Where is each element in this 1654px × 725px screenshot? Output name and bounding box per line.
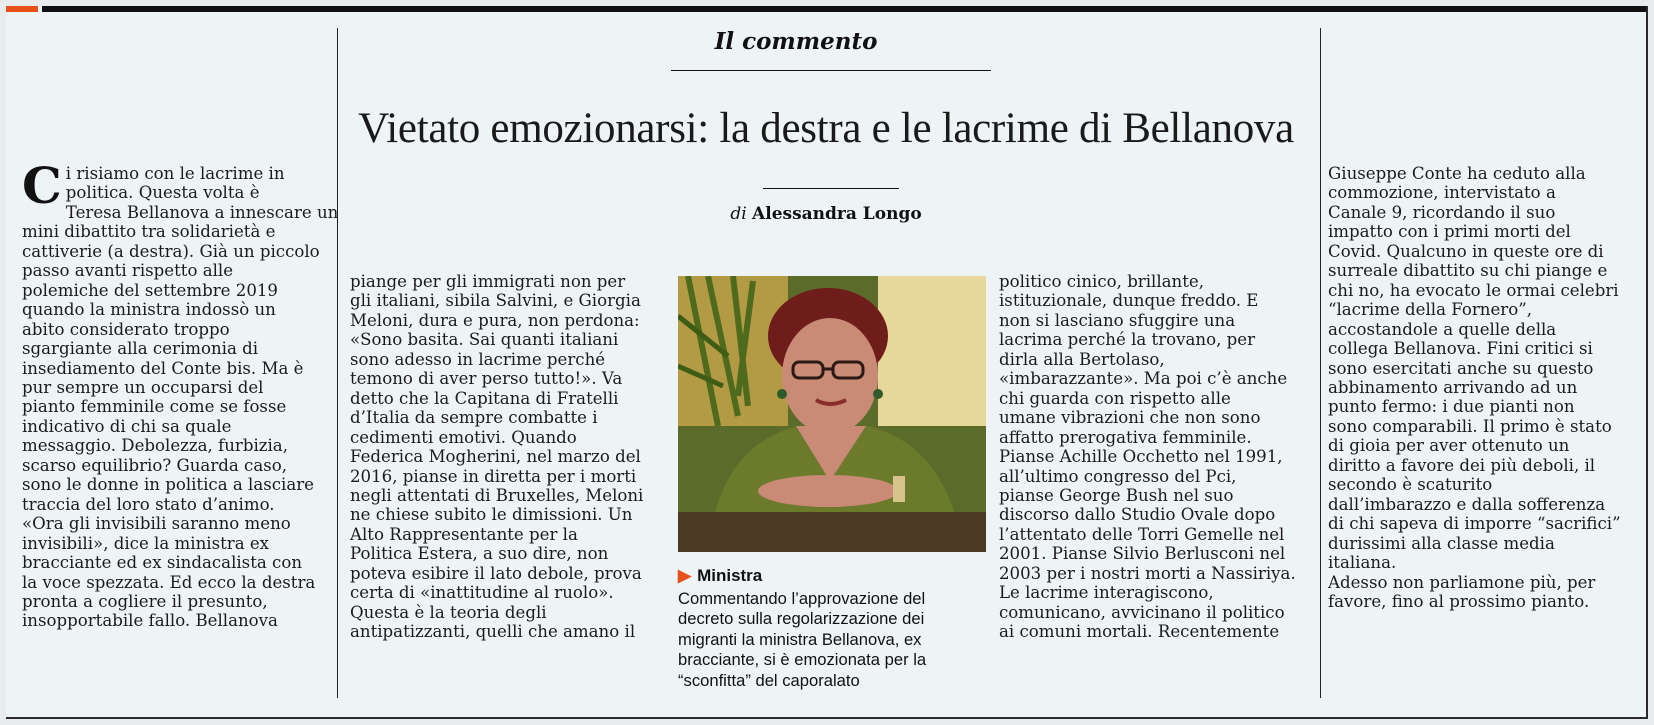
text-line: Adesso non parliamone più, per (1328, 572, 1596, 592)
text-line: cattiverie (a destra). Già un piccolo (22, 241, 320, 261)
text-line: italiana. (1328, 553, 1397, 573)
column-divider-right (1320, 28, 1321, 698)
text-line: pur sempre un occuparsi del (22, 377, 264, 397)
text-line: traccia del loro stato d’animo. (22, 494, 275, 514)
text-line: collega Bellanova. Fini critici si (1328, 339, 1593, 359)
text-line: durissimi alla classe media (1328, 533, 1555, 553)
body-column-3 (999, 272, 1309, 642)
text-line: favore, fino al prossimo pianto. (1328, 591, 1590, 611)
text-line: polemiche del settembre 2019 (22, 280, 278, 300)
text-line: mini dibattito tra solidarietà e (22, 222, 276, 242)
text-line: impatto con i primi morti del (1328, 222, 1571, 242)
text-line: all’ultimo congresso del Pci, (999, 466, 1237, 486)
text-line: abbinamento arrivando ad un (1328, 377, 1578, 397)
text-line: sono esercitati anche su questo (1328, 358, 1594, 378)
text-line: pianse George Bush nel suo (999, 485, 1234, 505)
section-accent-bar (6, 6, 38, 12)
text-line: cedimenti emotivi. Quando (350, 427, 577, 447)
text-line: invisibili», dice la ministra ex (22, 533, 270, 553)
text-line: sono adesso in lacrime perché (350, 349, 606, 369)
text-line: scarso equilibrio? Guarda caso, (22, 455, 288, 475)
portrait-illustration (678, 276, 986, 552)
text-line: sono comparabili. Il primo è stato (1328, 416, 1612, 436)
minister-photo (678, 276, 986, 552)
text-line: “lacrime della Fornero”, (1328, 300, 1532, 320)
text-line: Pianse Achille Occhetto nel 1991, (999, 447, 1283, 467)
text-line: affatto prerogativa femminile. (999, 427, 1252, 447)
text-line: secondo è scaturito (1328, 475, 1493, 495)
text-line: pianto femminile come se fosse (22, 397, 287, 417)
text-line: umane vibrazioni che non sono (999, 408, 1261, 428)
photo-caption (678, 589, 988, 691)
text-line: chi guarda con rispetto alle (999, 388, 1231, 408)
caption-title-text: Ministra (697, 566, 763, 585)
text-line: la voce spezzata. Ed ecco la destra (22, 572, 316, 592)
text-line: Meloni, dura e pura, non perdona: (350, 310, 640, 330)
text-line: ne chiese subito le dimissioni. Un (350, 505, 633, 525)
text-line: passo avanti rispetto alle (22, 261, 234, 281)
caption-line: bracciante, si è emozionata per la (678, 650, 927, 670)
caption-line: “sconfitta” del caporalato (678, 670, 860, 690)
drop-cap: C (22, 156, 62, 215)
text-line: Canale 9, ricordando il suo (1328, 202, 1556, 222)
text-line: istituzionale, dunque freddo. E (999, 291, 1259, 311)
text-line: dall’imbarazzo e dalla sofferenza (1328, 494, 1606, 514)
text-line: pronta a cogliere il presunto, (22, 591, 268, 611)
text-line: 2003 per i nostri morti a Nassiriya. (999, 563, 1296, 583)
text-line: politico cinico, brillante, (999, 272, 1205, 291)
text-line: «Ora gli invisibili saranno meno (22, 514, 291, 534)
text-line: Giuseppe Conte ha ceduto alla (1328, 164, 1586, 183)
text-line: Questa è la teoria degli (350, 602, 547, 622)
text-line: d’Italia da sempre combatte i (350, 408, 598, 428)
text-line: messaggio. Debolezza, furbizia, (22, 436, 288, 456)
caption-line: decreto sulla regolarizzazione dei (678, 609, 925, 629)
text-line: diritto a favore dei più deboli, il (1328, 455, 1596, 475)
text-line: accostandole a quelle della (1328, 319, 1557, 339)
text-line: chi no, ha evocato le ormai celebri (1328, 280, 1619, 300)
text-line: Politica Estera, a suo dire, non (350, 544, 609, 564)
body-column-4 (1328, 164, 1643, 611)
text-line: «Sono basita. Sai quanti italiani (350, 330, 619, 350)
text-line: Covid. Qualcuno in queste ore di (1328, 241, 1604, 261)
body-column-2 (350, 272, 665, 642)
text-line: punto fermo: i due pianti non (1328, 397, 1575, 417)
body-column-1 (22, 156, 339, 631)
caption-line: migranti la ministra Bellanova, ex (678, 629, 922, 649)
text-line: Teresa Bellanova a innescare un (65, 202, 339, 222)
text-line: antipatizzanti, quelli che amano il (350, 622, 636, 642)
article-page (6, 6, 1648, 719)
text-line: i risiamo con le lacrime in (65, 164, 285, 183)
text-line: gli italiani, sibila Salvini, e Giorgia (350, 291, 641, 311)
photo-caption-title (678, 566, 762, 586)
text-line: abito considerato troppo (22, 319, 230, 339)
text-line: comunicano, avvicinano il politico (999, 602, 1285, 622)
text-line: l’attentato delle Torri Gemelle nel (999, 524, 1285, 544)
caption-line: Commentando l’approvazione del (678, 589, 926, 608)
byline-rule (763, 188, 899, 189)
text-line: «imbarazzante». Ma poi c’è anche (999, 369, 1288, 389)
section-kicker: Il commento (714, 28, 878, 55)
text-line: politica. Questa volta è (65, 183, 260, 203)
byline-author: Alessandra Longo (752, 204, 922, 224)
text-line: indicativo di chi sa quale (22, 416, 232, 436)
text-line: certa di «inattitudine al ruolo». (350, 583, 614, 603)
text-line: temono di aver perso tutto!». Va (350, 369, 623, 389)
text-line: detto che la Capitana di Fratelli (350, 388, 619, 408)
text-line: 2016, pianse in diretta per i morti (350, 466, 637, 486)
text-line: di gioia per aver ottenuto un (1328, 436, 1570, 456)
text-line: piange per gli immigrati non per (350, 272, 626, 291)
text-line: di chi sapeva di imporre “sacrifici” (1328, 514, 1621, 534)
top-rule (42, 6, 1646, 12)
text-line: surreale dibattito su chi piange e (1328, 261, 1608, 281)
text-line: poteva esibire il lato debole, prova (350, 563, 642, 583)
text-line: ai comuni mortali. Recentemente (999, 622, 1280, 642)
text-line: discorso dallo Studio Ovale dopo (999, 505, 1276, 525)
text-line: 2001. Pianse Silvio Berlusconi nel (999, 544, 1286, 564)
text-line: Alto Rappresentante per la (350, 524, 578, 544)
text-line: dirla alla Bertolaso, (999, 349, 1165, 369)
text-line: sono le donne in politica a lasciare (22, 475, 315, 495)
byline-prefix: di (730, 204, 747, 224)
caption-arrow-icon: ▶ (678, 566, 692, 585)
text-line: quando la ministra indossò un (22, 300, 276, 320)
text-line: sgargiante alla cerimonia di (22, 339, 259, 359)
text-line: Le lacrime interagiscono, (999, 583, 1214, 603)
text-line: commozione, intervistato a (1328, 183, 1556, 203)
kicker-rule (671, 70, 991, 71)
text-line: insediamento del Conte bis. Ma è (22, 358, 304, 378)
text-line: bracciante ed ex sindacalista con (22, 553, 303, 573)
text-line: insopportabile fallo. Bellanova (22, 611, 278, 631)
byline (336, 204, 1316, 224)
text-line: Federica Mogherini, nel marzo del (350, 447, 641, 467)
text-line: negli attentati di Bruxelles, Meloni (350, 485, 644, 505)
text-line: non si lasciano sfuggire una (999, 310, 1236, 330)
text-line: lacrima perché la trovano, per (999, 330, 1256, 350)
headline: Vietato emozionarsi: la destra e le lacrime di Bellanova (358, 105, 1294, 152)
